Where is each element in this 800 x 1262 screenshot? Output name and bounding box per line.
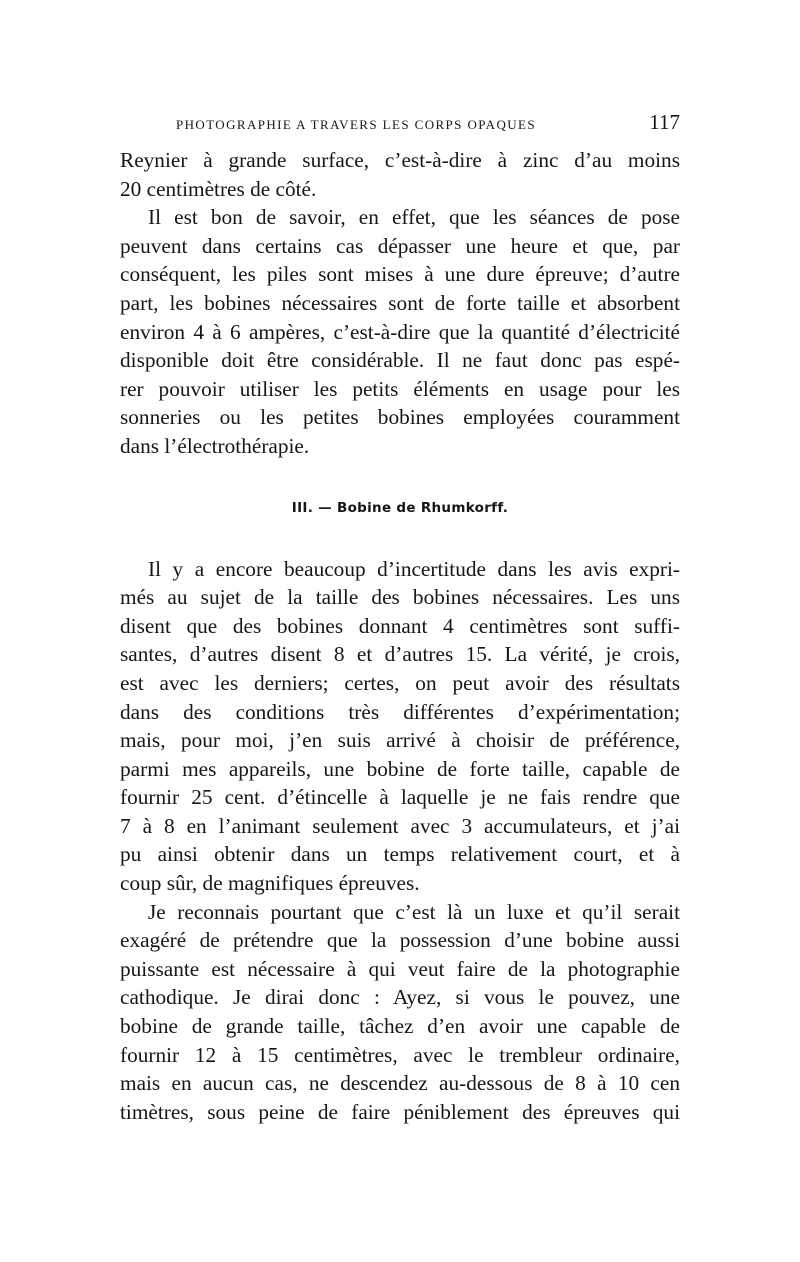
text-line: fournir 12 à 15 centimètres, avec le trembleur ordinaire, [120, 1042, 680, 1067]
text-line: 20 centimètres de côté. [120, 176, 317, 201]
text-line: puissante est nécessaire à qui veut faire de la photographie [120, 956, 680, 981]
text-line: parmi mes appareils, une bobine de forte taille, capable de [120, 756, 680, 781]
text-line: rer pouvoir utiliser les petits éléments en usage pour les [120, 376, 680, 401]
text-line: part, les bobines nécessaires sont de forte taille et absorbent [120, 290, 680, 315]
text-line: dans l’électrothérapie. [120, 433, 310, 458]
text-line: Reynier à grande surface, c’est-à-dire à zinc d’au moins [120, 148, 680, 172]
running-head [120, 110, 680, 146]
text-line: disponible doit être considérable. Il ne faut donc pas espé- [120, 348, 680, 373]
section-heading: III. — Bobine de Rhumkorff. [291, 499, 509, 516]
text-line: timètres, sous peine de faire péniblement des épreuves qui [120, 1099, 680, 1124]
text-line: environ 4 à 6 ampères, c’est-à-dire que la quantité d’électricité [120, 319, 680, 344]
text-line: peuvent dans certains cas dépasser une heure et que, par [120, 233, 680, 258]
text-line: Je reconnais pourtant que c’est là un luxe et qu’il serait [148, 899, 680, 924]
text-line: sonneries ou les petites bobines employées couramment [120, 405, 680, 430]
text-line: bobine de grande taille, tâchez d’en avoir une capable de [120, 1014, 680, 1039]
text-line: pu ainsi obtenir dans un temps relativement court, et à [120, 842, 680, 867]
text-line: més au sujet de la taille des bobines nécessaires. Les uns [120, 585, 680, 610]
text-line: fournir 25 cent. d’étincelle à laquelle je ne fais rendre que [120, 785, 680, 810]
running-title: PHOTOGRAPHIE A TRAVERS LES CORPS OPAQUES [176, 117, 537, 132]
text-line: coup sûr, de magnifiques épreuves. [120, 871, 420, 896]
text-line: est avec les derniers; certes, on peut avoir des résultats [120, 670, 680, 695]
text-line: mais, pour moi, j’en suis arrivé à choisir de préférence, [120, 728, 680, 753]
text-line: dans des conditions très différentes d’expérimentation; [120, 699, 680, 724]
text-line: Il y a encore beaucoup d’incertitude dans les avis expri- [148, 556, 680, 581]
text-line: Il est bon de savoir, en effet, que les séances de pose [148, 205, 680, 230]
text-column [120, 110, 680, 1126]
body-text-before-section [120, 146, 680, 461]
text-line: 7 à 8 en l’animant seulement avec 3 accumulateurs, et j’ai [120, 813, 680, 838]
text-line: mais en aucun cas, ne descendez au-dessous de 8 à 10 cen [120, 1071, 680, 1096]
text-line: disent que des bobines donnant 4 centimètres sont suffi- [120, 613, 680, 638]
text-line: santes, d’autres disent 8 et d’autres 15. La vérité, je crois, [120, 642, 680, 667]
page-number: 117 [649, 110, 680, 134]
text-line: conséquent, les piles sont mises à une dure épreuve; d’autre [120, 262, 680, 287]
text-line: cathodique. Je dirai donc : Ayez, si vous le pouvez, une [120, 985, 680, 1010]
body-text-section [120, 555, 680, 1127]
text-line: exagéré de prétendre que la possession d’une bobine aussi [120, 928, 680, 953]
